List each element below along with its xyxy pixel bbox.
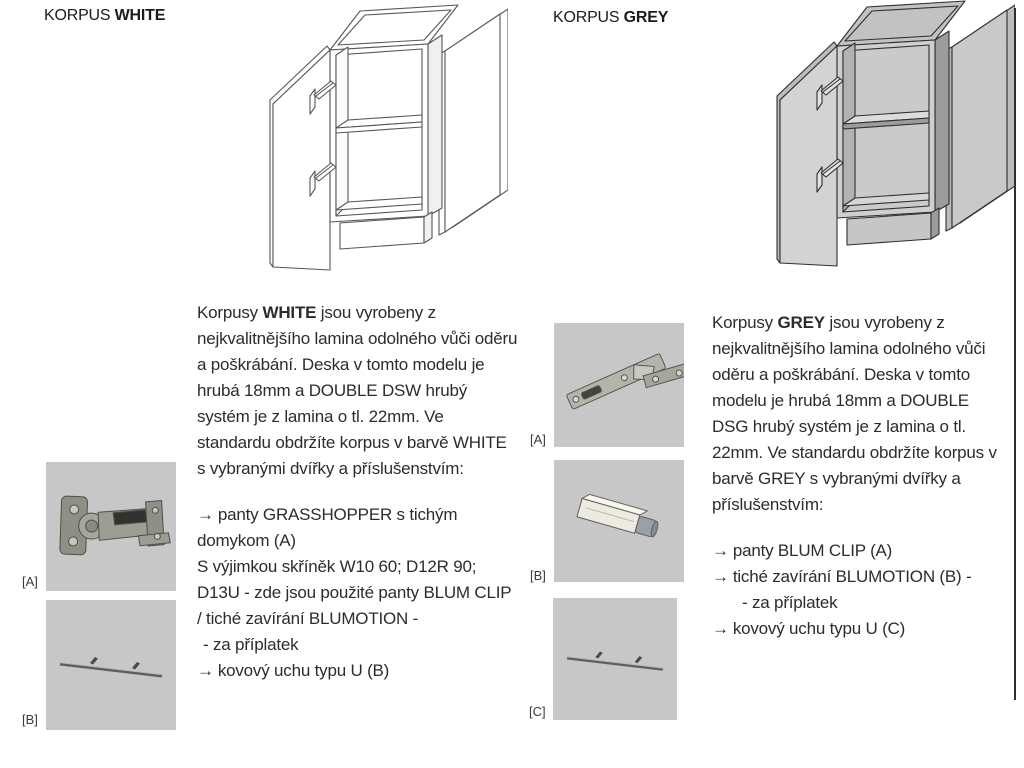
title-prefix: KORPUS bbox=[553, 9, 624, 26]
bullet-text: S výjimkou skříněk W10 60; D12R 90; D13U - zde jsou použité panty BLUM CLIP / tiché zavírání BLUMOTION - bbox=[197, 557, 512, 628]
arrow-icon: → bbox=[712, 619, 729, 638]
bullet-text: tiché zavírání BLUMOTION (B) - bbox=[732, 567, 972, 586]
hinge-illustration bbox=[554, 323, 684, 447]
intro-lead: Korpusy bbox=[197, 303, 263, 322]
title-brand: WHITE bbox=[114, 7, 166, 24]
korpus-grey-description bbox=[712, 310, 1006, 518]
damper-illustration bbox=[554, 460, 684, 582]
arrow-icon: → bbox=[197, 505, 214, 524]
arrow-icon: → bbox=[712, 541, 729, 560]
figure-label-c-right: [C] bbox=[529, 704, 546, 719]
figure-label-b-right: [B] bbox=[530, 568, 546, 583]
bullet-line bbox=[197, 658, 519, 684]
hinge-illustration bbox=[46, 462, 176, 591]
bullet-line bbox=[197, 554, 519, 632]
intro-rest: jsou vyrobeny z nejkvalitnějšího lamina odolného vůči oděru a poškrábání. Deska v tomto modelu je hrubá 18mm a DOUBLE DSW hrubý systém je z lamina o tl. 22mm. Ve standardu obdržíte korpus v barvě WHITE s vybranými dvířky a příslušenstvím: bbox=[197, 303, 518, 478]
korpus-grey-title bbox=[553, 9, 668, 27]
title-brand: GREY bbox=[623, 9, 669, 26]
grasshopper-hinge-photo bbox=[46, 462, 176, 591]
bullet-text: - za příplatek bbox=[742, 593, 838, 612]
korpus-grey-bullets bbox=[712, 538, 1006, 642]
bullet-line bbox=[712, 590, 1006, 616]
cabinet-grey-drawing bbox=[763, 0, 1015, 272]
bullet-line bbox=[197, 502, 519, 554]
korpus-grey-text bbox=[712, 310, 1006, 642]
bullet-line bbox=[712, 538, 1006, 564]
bullet-line bbox=[197, 632, 519, 658]
figure-label-b-left: [B] bbox=[22, 712, 38, 727]
title-prefix: KORPUS bbox=[44, 7, 115, 24]
u-handle-photo-left bbox=[46, 600, 176, 730]
bullet-text: - za příplatek bbox=[203, 635, 299, 654]
intro-brand: WHITE bbox=[262, 303, 317, 322]
korpus-white-bullets bbox=[197, 502, 519, 684]
bullet-line bbox=[712, 564, 1006, 590]
bullet-text: kovový uchu typu U (B) bbox=[217, 661, 390, 680]
figure-label-a-left: [A] bbox=[22, 574, 38, 589]
blum-clip-hinge-photo bbox=[554, 323, 684, 447]
handle-illustration bbox=[46, 600, 176, 730]
bullet-text: panty BLUM CLIP (A) bbox=[732, 541, 893, 560]
bullet-line bbox=[712, 616, 1006, 642]
handle-illustration bbox=[553, 598, 677, 720]
intro-lead: Korpusy bbox=[712, 313, 778, 332]
arrow-icon: → bbox=[712, 567, 729, 586]
intro-brand: GREY bbox=[777, 313, 825, 332]
korpus-white-title bbox=[44, 7, 165, 25]
figure-label-a-right: [A] bbox=[530, 432, 546, 447]
intro-rest: jsou vyrobeny z nejkvalitnějšího lamina odolného vůči oděru a poškrábání. Deska v tomto modelu je hrubá 18mm a DOUBLE DSG hrubý systém je z lamina o tl. 22mm. Ve standardu obdržíte korpus v barvě GREY s vybranými dvířky a příslušenstvím: bbox=[712, 313, 997, 514]
bullet-text: kovový uchu typu U (C) bbox=[732, 619, 906, 638]
arrow-icon: → bbox=[197, 661, 214, 680]
korpus-white-description bbox=[197, 300, 519, 482]
korpus-white-text bbox=[197, 300, 519, 684]
blumotion-damper-photo bbox=[554, 460, 684, 582]
bullet-text: panty GRASSHOPPER s tichým domykom (A) bbox=[197, 505, 458, 550]
right-border-line bbox=[1014, 8, 1016, 700]
u-handle-photo-right bbox=[553, 598, 677, 720]
cabinet-white-drawing bbox=[256, 4, 508, 276]
